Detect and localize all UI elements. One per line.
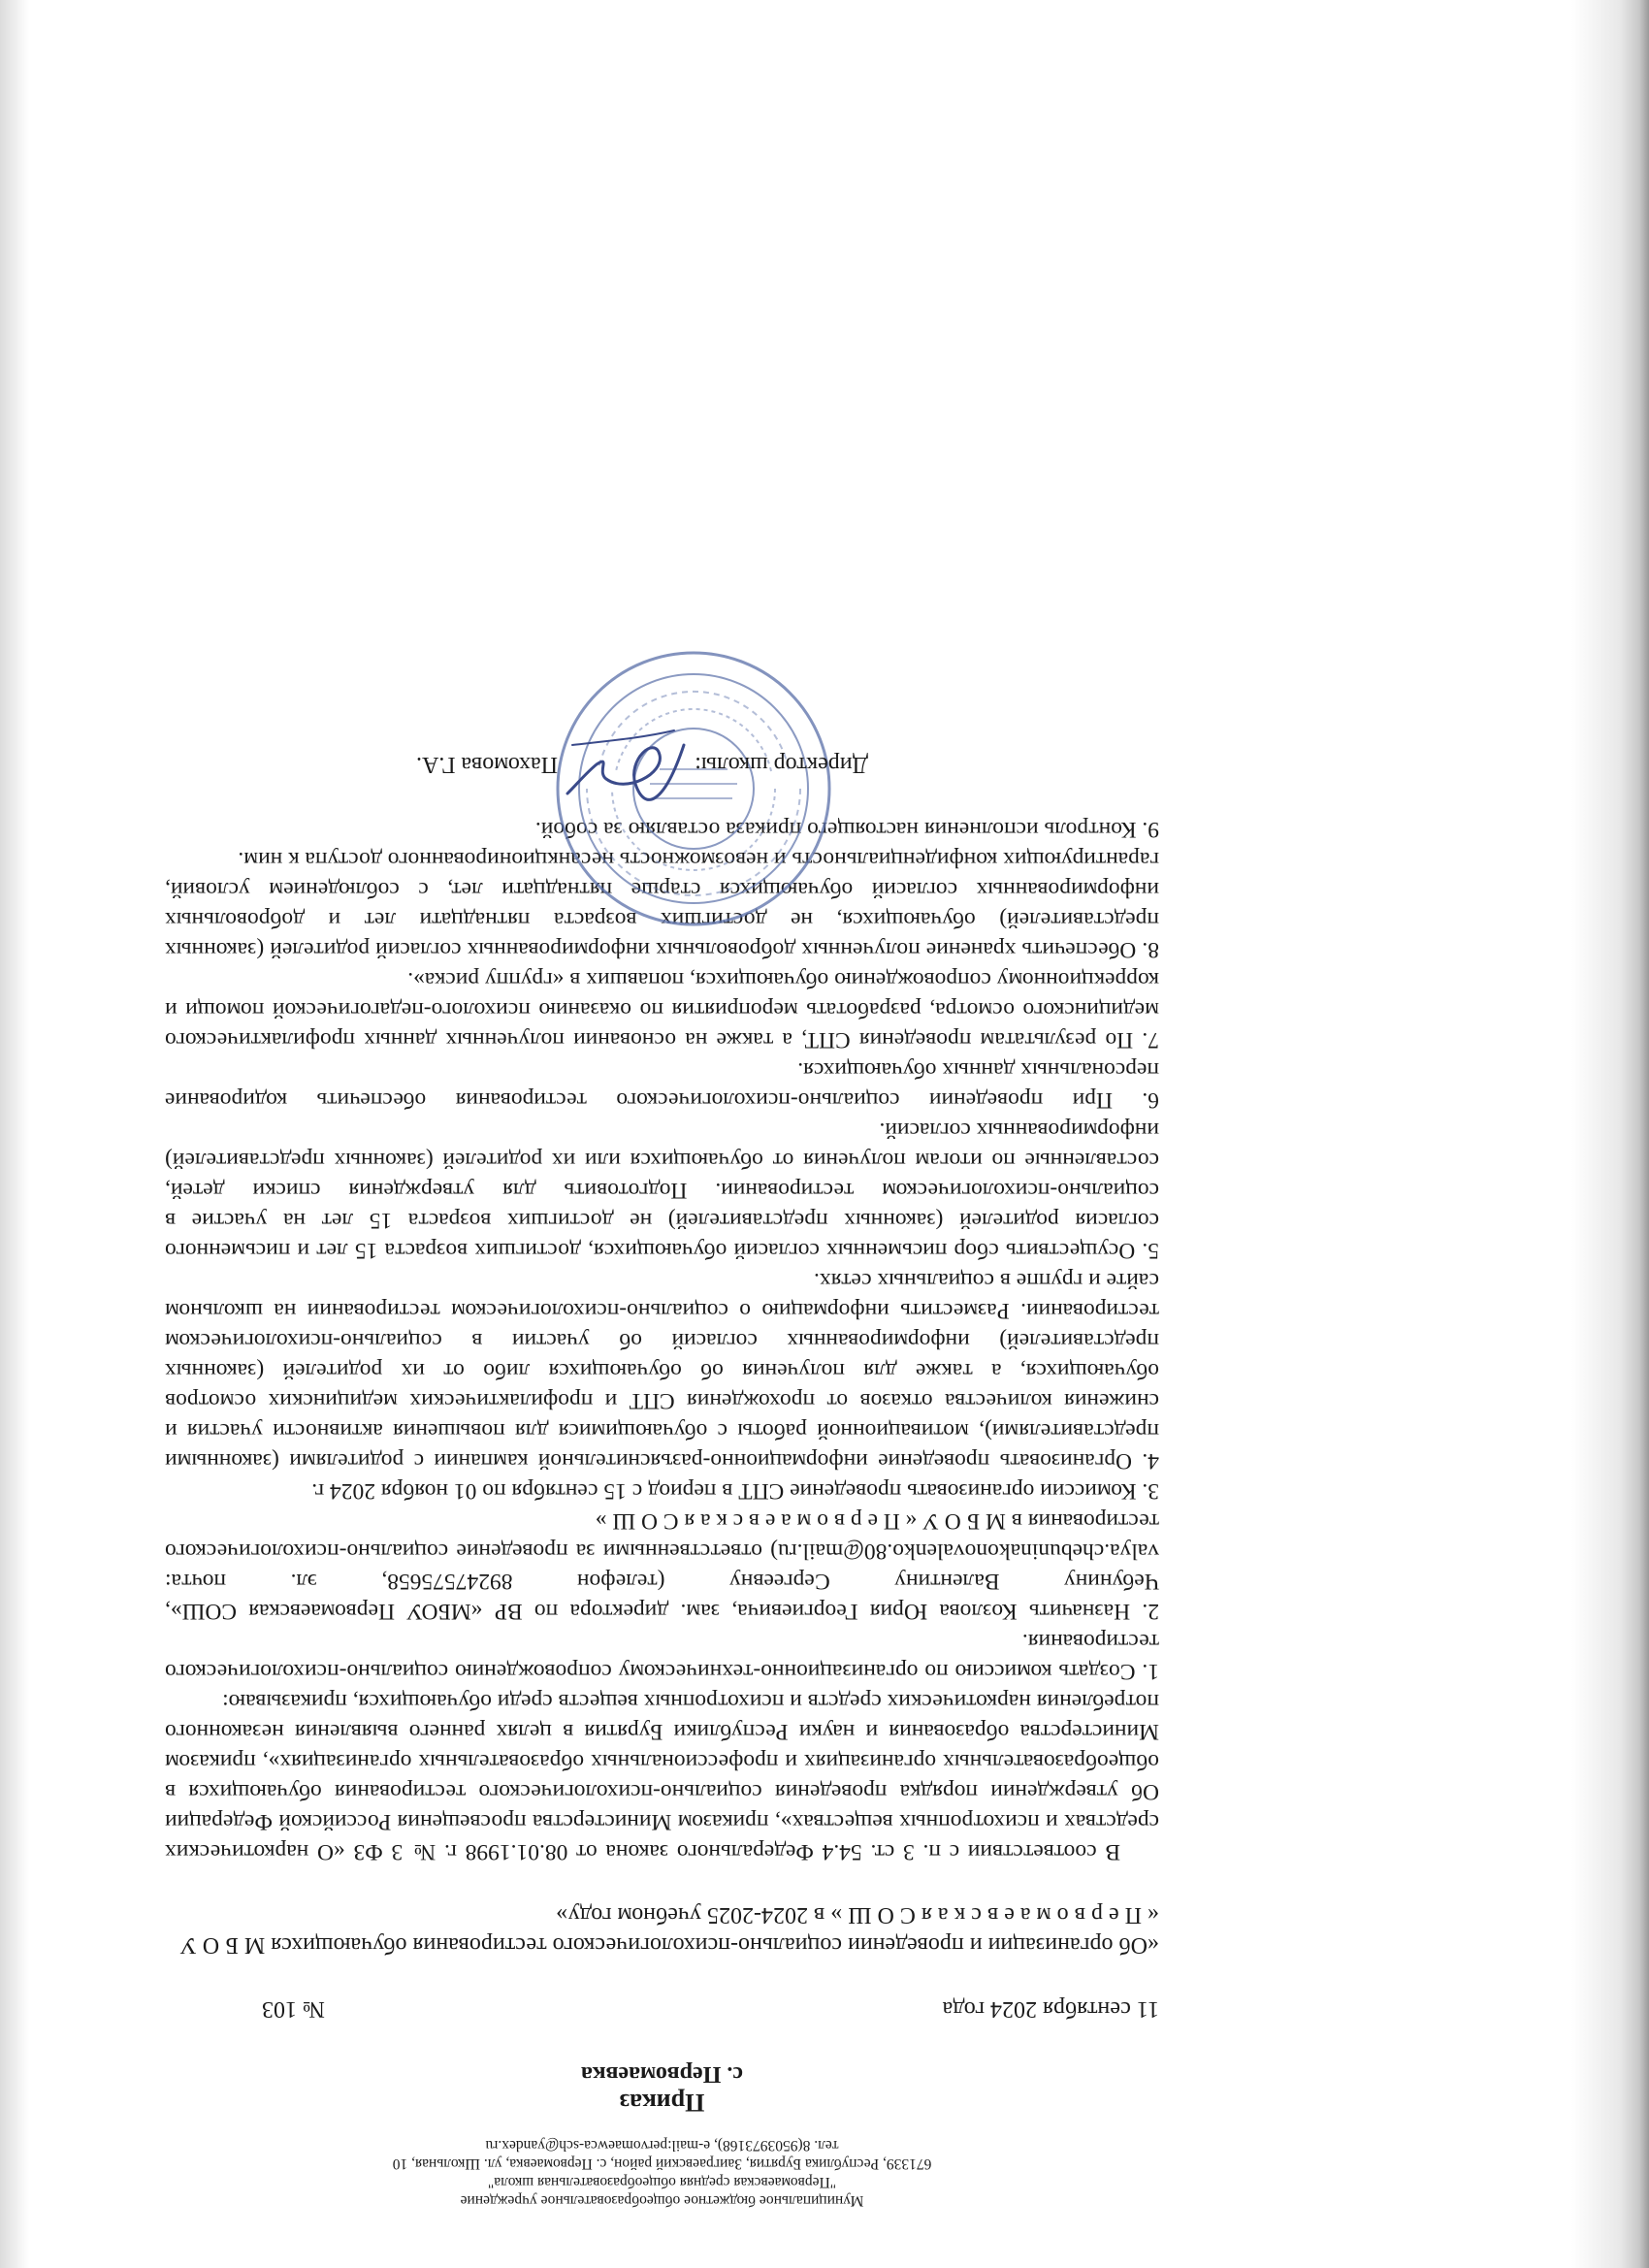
handwritten-signature-icon — [558, 716, 703, 823]
signature-label: Директор школы: — [695, 752, 868, 777]
letterhead — [107, 2136, 1217, 2210]
order-item-5: 5. Осуществить сбор письменных согласий обучающихся, достигших возраста 15 лет и письменного согласия родителей (законных представителей) не достигших возраста 15 лет на участие в социально-психологическом тестировании. Подготовить для утверждения списки детей, составленные по итогам получения от обучающихся или их родителей (законных представителей) информированных согласий. — [165, 1118, 1159, 1263]
order-place: с. Первомаевка — [581, 2061, 743, 2087]
org-contacts: тел. 8(9503973168), e-mail:pervomaewca-sch@yandex.ru — [485, 2137, 839, 2154]
preamble: В соответствии с п. 3 ст. 54.4 Федерального закона от 08.01.1998 г. № 3 ФЗ «О наркотических средствах и психотропных веществах», приказом Министерства просвещения Российской Федерации Об утверждении порядка проведения социально-психологического тестирования обучающихся в общеобразовательных организациях и профессиональных образовательных организациях», приказом Министерства образования и науки Республики Бурятия в целях раннего выявления незаконного потребления наркотических средств и психотропных веществ среди обучающихся, приказываю: — [165, 1689, 1159, 1864]
order-item-4: 4. Организовать проведение информационно-разъяснительной кампании с родителями (законными представителями), мотивационной работы с обучающимися для повышения активности участия и снижения количества отказов от прохождения СПТ и профилактических медицинских осмотров обучающихся, а также для получения об обучающихся либо от их родителей (законных представителей) информированных согласий об участии в социально-психологическом тестировании. Разместить информацию о социально-психологическом тестировании на школьном сайте и группе в социальных сетях. — [165, 1268, 1159, 1474]
order-item-3: 3. Комиссии организовать проведение СПТ в период с 15 сентября по 01 ноября 2024 г. — [311, 1478, 1159, 1504]
document-content — [165, 730, 1159, 2210]
order-date: 11 сентября 2024 года — [942, 1996, 1159, 2022]
order-item-9: 9. Контроль исполнения настоящего приказа оставляю за собой. — [534, 817, 1159, 842]
order-title: Приказ — [619, 2089, 705, 2117]
date-number-row — [165, 1994, 1159, 2024]
signature-row — [165, 730, 1159, 789]
order-number: № 103 — [262, 1996, 325, 2022]
order-item-2: 2. Назначить Козлова Юрия Георгиевича, зам. директора по ВР «МБОУ Первомаевская СОШ», Чебунину Валентину Сергеевну (телефон 89247575658, эл. почта: valya.chebuninakonovalenko.80@mail.ru) ответственными за проведение социально-психологического тестирования в М Б О У « П е р в о м а е в с к а я С О Ш » — [165, 1508, 1159, 1624]
org-address: 671339, Республика Бурятия, Заиграевский район, с. Первомаевка, ул. Школьная, 10 — [392, 2155, 932, 2172]
order-subject: «Об организации и проведении социально-психологического тестирования обучающихся М Б О У « П е р в о м а е в с к а я С О Ш » в 2024-2025 учебном году» — [179, 1902, 1159, 1958]
order-item-6: 6. При проведении социально-психологического тестирования обеспечить кодирование персональных данных обучающихся. — [165, 1057, 1159, 1113]
org-name-line2: "Первомаевская средняя общеобразовательная школа" — [487, 2174, 837, 2190]
order-item-8: 8. Обеспечить хранение полученных добровольных информированных согласий родителей (законных представителей) обучающихся, не достигших возраста пятнадцати лет и добровольных информированных согласий обучающихся старше пятнадцати лет, с соблюдением условий, гарантирующих конфиденциальность и невозможность несанкционированного доступа к ним. — [165, 847, 1159, 962]
order-items — [165, 814, 1159, 1686]
org-name-line1: Муниципальное бюджетное общеобразовательное учреждение — [460, 2192, 864, 2209]
order-item-1: 1. Создать комиссию по организационно-техническому сопровождению социально-психологического тестирования. — [165, 1629, 1159, 1684]
signature-name: Пахомова Г.А. — [416, 752, 558, 777]
order-item-7: 7. По результатам проведения СПТ, а также на основании полученных данных профилактического медицинского осмотра, разработать мероприятия по оказанию психолого-педагогической помощи и коррекционному сопровождению обучающихся, попавших в «группу риска». — [165, 967, 1159, 1053]
